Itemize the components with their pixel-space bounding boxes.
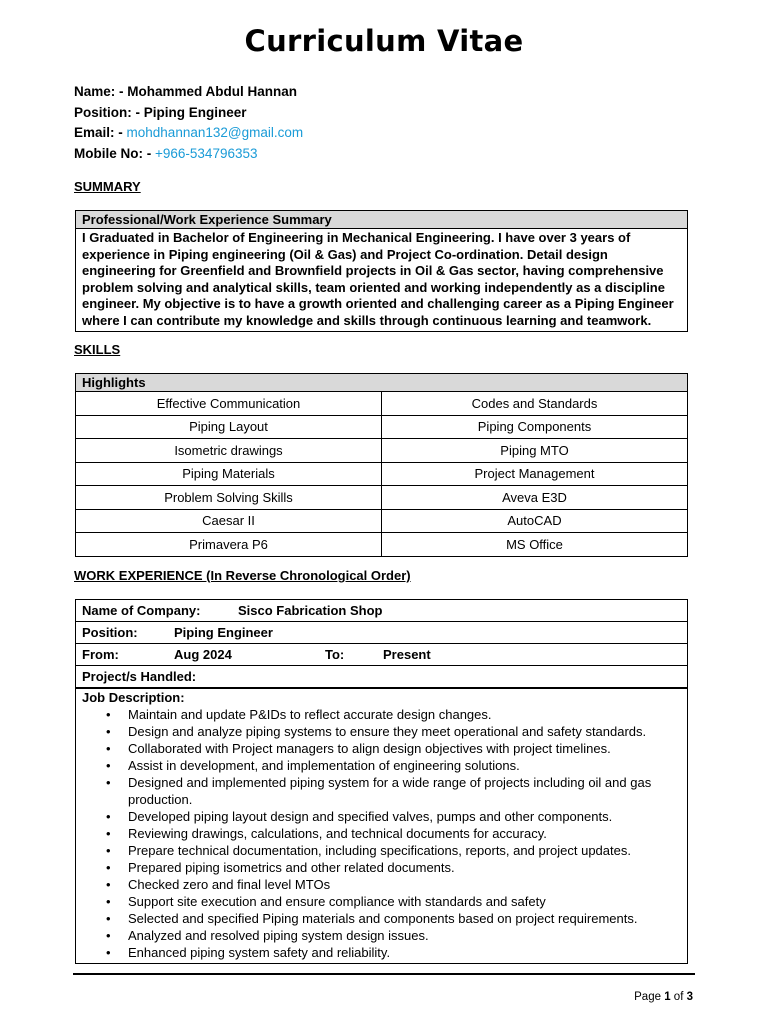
email-label: Email: - xyxy=(74,125,123,140)
company-label: Name of Company: xyxy=(82,603,201,618)
duty-item xyxy=(82,927,681,944)
duty-item xyxy=(82,944,681,961)
bullet-icon: • xyxy=(106,758,111,773)
to-label: To: xyxy=(325,647,345,662)
skill-cell: Piping Materials xyxy=(76,462,382,486)
skill-cell: Caesar II xyxy=(76,509,382,533)
duty-item xyxy=(82,774,681,808)
from-value: Aug 2024 xyxy=(174,647,232,662)
page-current: 1 xyxy=(664,991,671,1003)
company-row xyxy=(76,600,687,622)
duty-item xyxy=(82,893,681,910)
job-description-label: Job Description: xyxy=(82,690,185,705)
duty-text: Developed piping layout design and specified valves, pumps and other components. xyxy=(128,809,613,824)
position-label: Position: xyxy=(82,625,138,640)
duties-list xyxy=(82,706,681,961)
bullet-icon: • xyxy=(106,860,111,875)
bullet-icon: • xyxy=(106,809,111,824)
duty-item xyxy=(82,825,681,842)
duty-item xyxy=(82,740,681,757)
skills-row xyxy=(76,392,687,416)
skills-row xyxy=(76,533,687,556)
page-word: Page xyxy=(634,991,661,1003)
dates-row xyxy=(76,644,687,666)
footer-divider xyxy=(73,973,695,975)
duty-text: Checked zero and final level MTOs xyxy=(128,877,331,892)
skill-cell: Problem Solving Skills xyxy=(76,486,382,510)
page-of: of xyxy=(673,991,684,1003)
job-description xyxy=(76,688,687,963)
bullet-icon: • xyxy=(106,928,111,943)
duty-text: Assist in development, and implementation of engineering solutions. xyxy=(128,758,520,773)
bullet-icon: • xyxy=(106,894,111,909)
duty-item xyxy=(82,859,681,876)
duty-text: Prepare technical documentation, including specifications, reports, and project updates. xyxy=(128,843,631,858)
duty-text: Enhanced piping system safety and reliability. xyxy=(128,945,391,960)
bullet-icon: • xyxy=(106,826,111,841)
summary-text: I Graduated in Bachelor of Engineering in Mechanical Engineering. I have over 3 years of experience in Piping engineering (Oil & Gas) and Project Co-ordination. Detail design engineering for Greenfield and Brownfield projects in Oil & Gas sector, having comprehensive problem solving and analytical skills, team oriented and working independently as a discipline engineer. My objective is to have a growth oriented and challenging career as a Piping Engineer where I can contribute my knowledge and skills through continuous learning and teamwork. xyxy=(82,230,674,328)
skill-cell: Piping Layout xyxy=(76,415,382,439)
mobile-line xyxy=(74,144,303,165)
duty-text: Collaborated with Project managers to align design objectives with project timelines. xyxy=(128,741,611,756)
position-line: Position: - Piping Engineer xyxy=(74,104,247,120)
skills-row xyxy=(76,439,687,463)
skill-cell: Piping Components xyxy=(382,415,688,439)
duty-item xyxy=(82,706,681,723)
skills-row xyxy=(76,486,687,510)
from-label: From: xyxy=(82,647,119,662)
skills-box xyxy=(75,373,688,557)
to-value: Present xyxy=(383,647,431,662)
duty-text: Prepared piping isometrics and other related documents. xyxy=(128,860,455,875)
personal-info xyxy=(74,82,303,164)
skill-cell: AutoCAD xyxy=(382,509,688,533)
bullet-icon: • xyxy=(106,724,111,739)
projects-label: Project/s Handled: xyxy=(82,669,197,684)
bullet-icon: • xyxy=(106,843,111,858)
bullet-icon: • xyxy=(106,911,111,926)
skills-box-title: Highlights xyxy=(76,374,687,391)
skills-row xyxy=(76,415,687,439)
duty-item xyxy=(82,723,681,740)
summary-heading: SUMMARY xyxy=(74,179,141,194)
position-row xyxy=(76,622,687,644)
skills-table xyxy=(76,391,687,556)
experience-box xyxy=(75,599,688,964)
duty-text: Design and analyze piping systems to ensure they meet operational and safety standards. xyxy=(128,724,647,739)
mobile-label: Mobile No: - xyxy=(74,145,152,161)
duty-text: Selected and specified Piping materials and components based on project requirements. xyxy=(128,911,638,926)
duty-item xyxy=(82,808,681,825)
duty-text: Designed and implemented piping system for a wide range of projects including oil and gas production. xyxy=(128,775,652,807)
duty-text: Maintain and update P&IDs to reflect accurate design changes. xyxy=(128,707,492,722)
summary-box xyxy=(75,210,688,332)
skills-heading: SKILLS xyxy=(74,342,121,357)
skills-row xyxy=(76,462,687,486)
document-title: Curriculum Vitae xyxy=(244,24,524,58)
skill-cell: Primavera P6 xyxy=(76,533,382,556)
duty-text: Reviewing drawings, calculations, and technical documents for accuracy. xyxy=(128,826,547,841)
position-value: Piping Engineer xyxy=(174,625,273,640)
duty-item xyxy=(82,757,681,774)
duty-item xyxy=(82,910,681,927)
bullet-icon: • xyxy=(106,741,111,756)
duty-text: Analyzed and resolved piping system design issues. xyxy=(128,928,429,943)
bullet-icon: • xyxy=(106,707,111,722)
duty-item xyxy=(82,876,681,893)
summary-box-title: Professional/Work Experience Summary xyxy=(76,211,687,229)
duty-item xyxy=(82,842,681,859)
skill-cell: Effective Communication xyxy=(76,392,382,416)
skill-cell: Isometric drawings xyxy=(76,439,382,463)
skill-cell: Aveva E3D xyxy=(382,486,688,510)
bullet-icon: • xyxy=(106,775,111,790)
projects-row xyxy=(76,666,687,688)
company-value: Sisco Fabrication Shop xyxy=(238,603,383,618)
skills-row xyxy=(76,509,687,533)
skill-cell: MS Office xyxy=(382,533,688,556)
email-link[interactable]: mohdhannan132@gmail.com xyxy=(126,125,304,140)
mobile-link[interactable]: +966-534796353 xyxy=(155,145,258,161)
skill-cell: Codes and Standards xyxy=(382,392,688,416)
bullet-icon: • xyxy=(106,945,111,960)
bullet-icon: • xyxy=(106,877,111,892)
skill-cell: Piping MTO xyxy=(382,439,688,463)
page-total: 3 xyxy=(686,991,693,1003)
duty-text: Support site execution and ensure compliance with standards and safety xyxy=(128,894,546,909)
skill-cell: Project Management xyxy=(382,462,688,486)
experience-heading: WORK EXPERIENCE (In Reverse Chronological Order) xyxy=(74,568,411,583)
page-number xyxy=(634,991,693,1003)
email-line xyxy=(74,123,303,144)
name-line: Name: - Mohammed Abdul Hannan xyxy=(74,84,298,99)
